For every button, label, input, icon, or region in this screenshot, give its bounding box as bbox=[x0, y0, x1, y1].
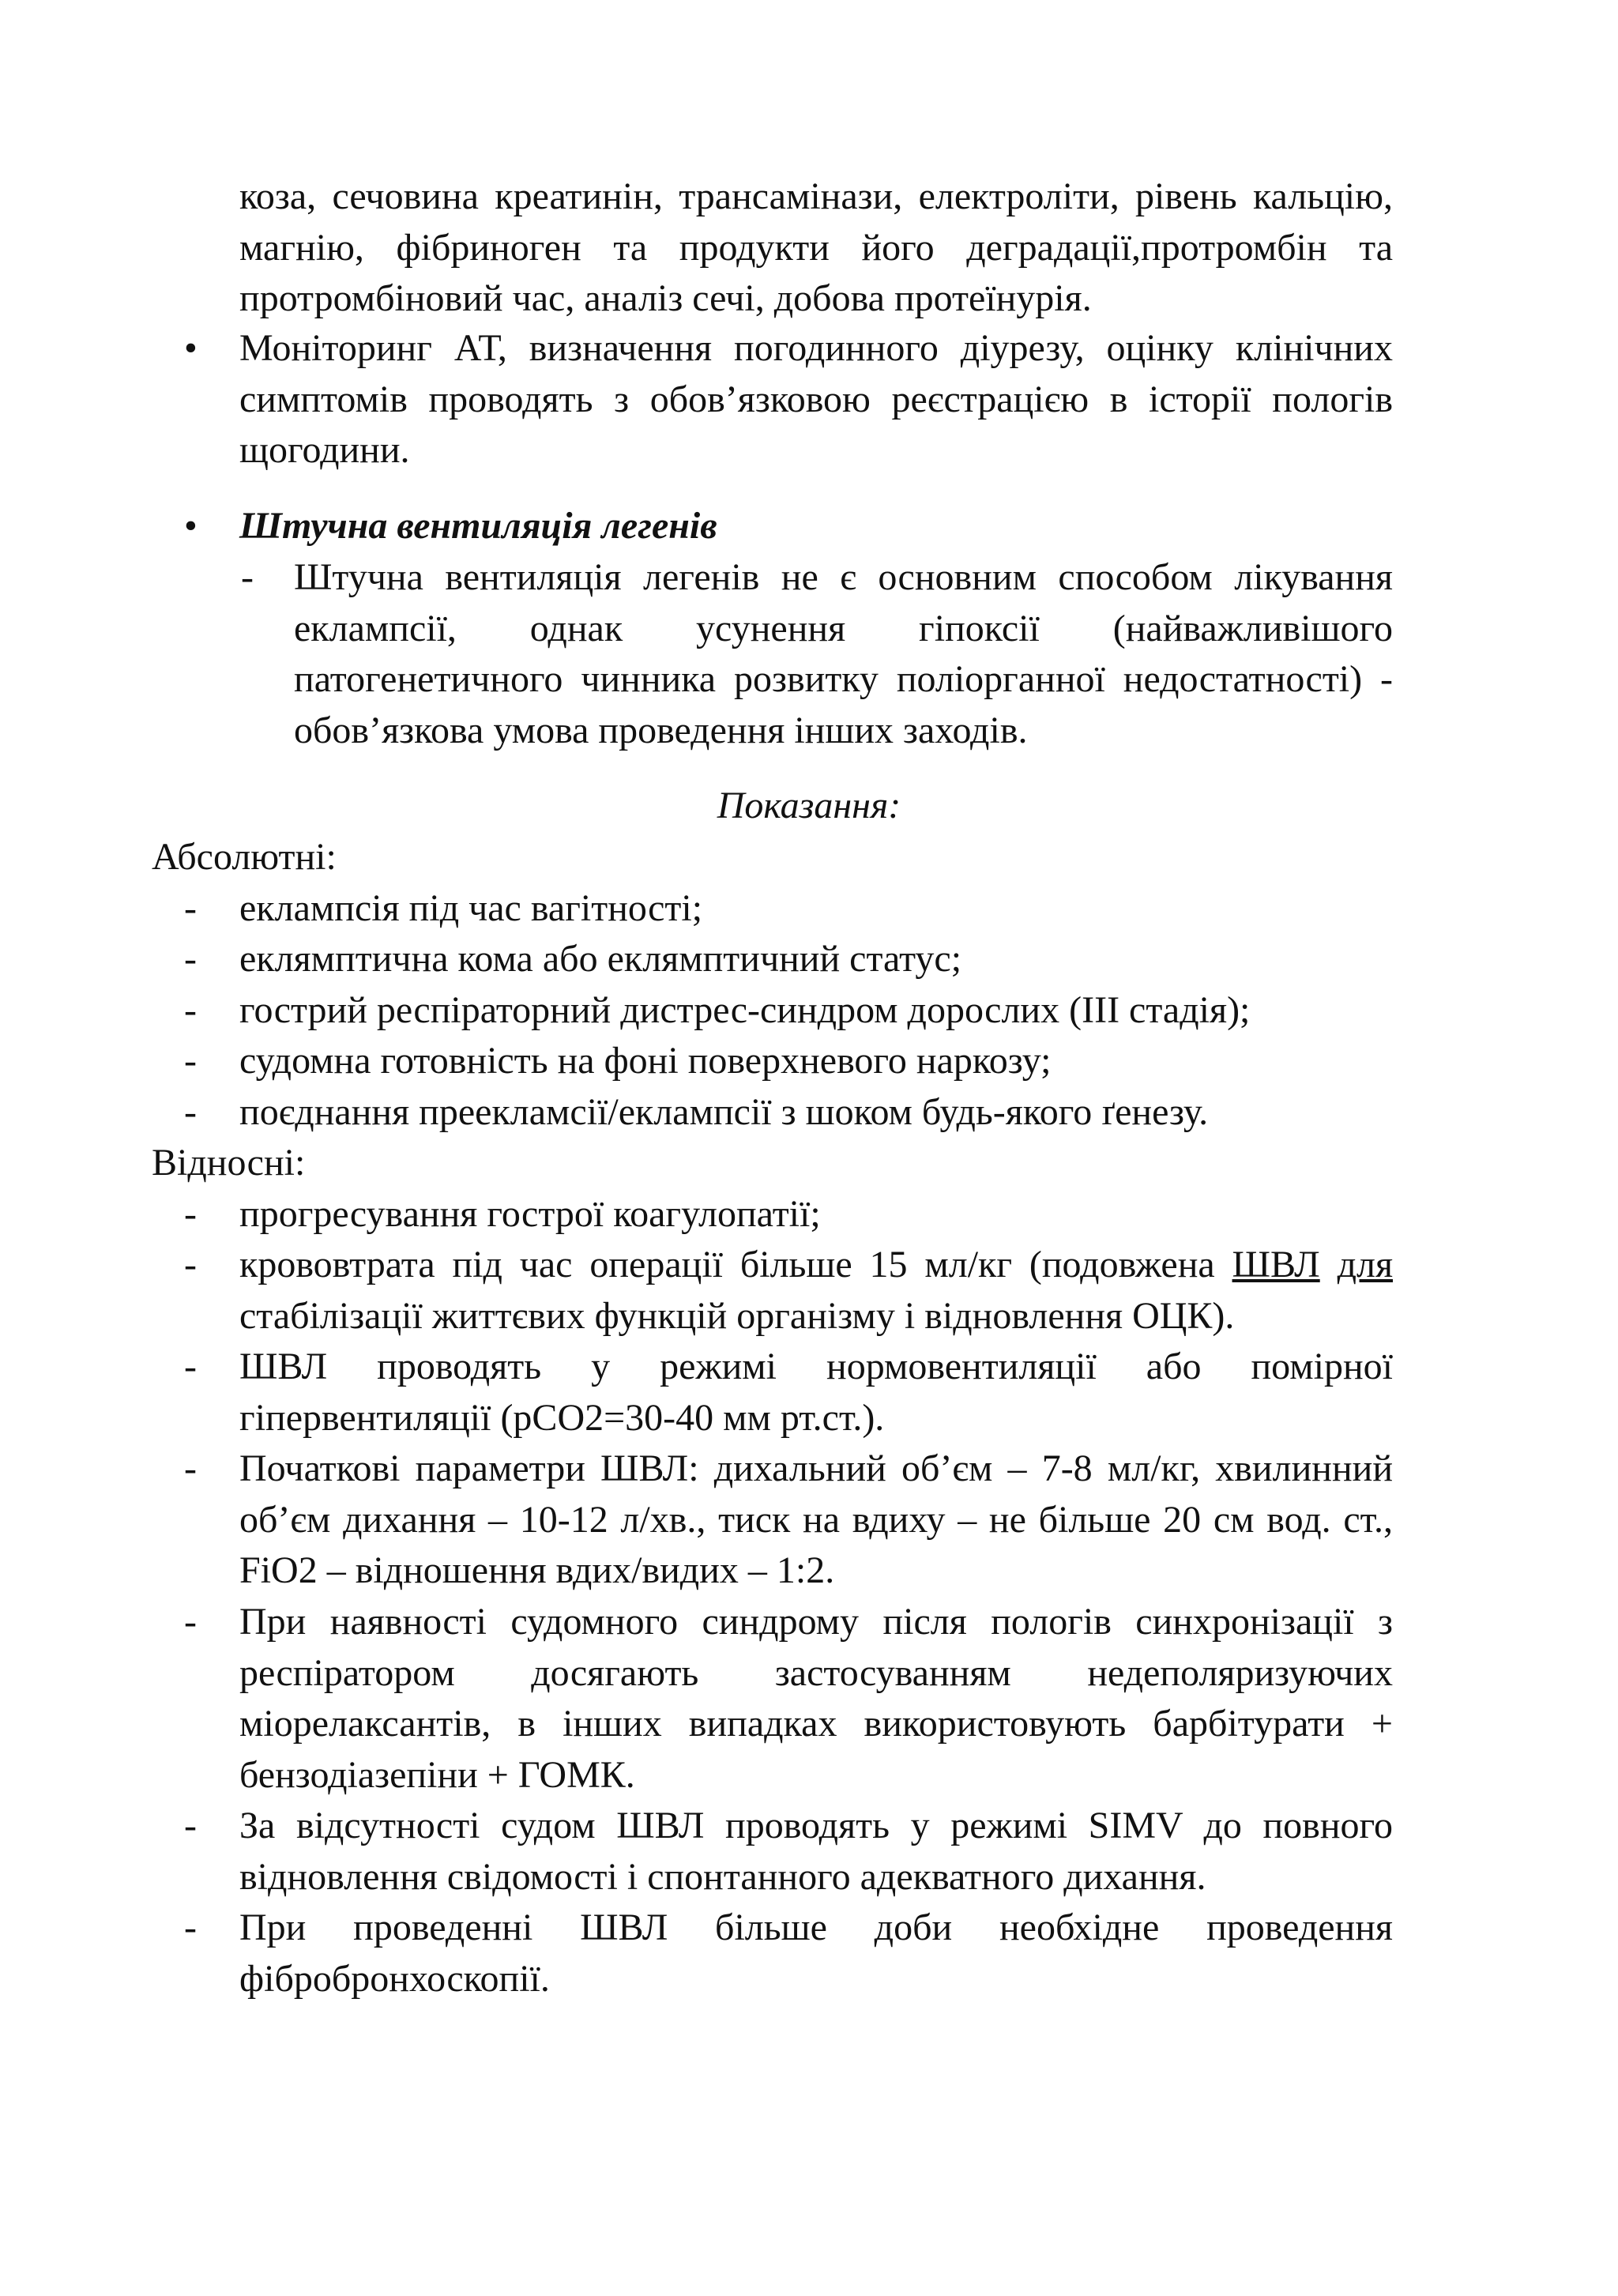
list-item: Початкові параметри ШВЛ: дихальний об’єм – 7-8 мл/кг, хвилинний об’єм дихання – 10-12 л/хв., тиск на вдиху – не більше 20 см вод. ст., FiO2 – відношення вдих/видих – 1:2. bbox=[239, 1447, 1393, 1591]
dash-mark: - bbox=[184, 989, 197, 1031]
dash-mark: - bbox=[184, 1040, 197, 1082]
bullet-text: Моніторинг АТ, визначення погодинного діурезу, оцінку клінічних симптомів проводять з обов’язковою реєстрацією в історії пологів щогодини. bbox=[239, 327, 1393, 471]
dash-mark: - bbox=[184, 1244, 197, 1285]
intro-paragraph bbox=[239, 171, 1393, 325]
indications-heading: Показання: bbox=[717, 785, 901, 826]
dash-mark: - bbox=[184, 1091, 197, 1133]
dash-mark: - bbox=[184, 1193, 197, 1235]
intro-text: коза, сечовина креатинін, трансамінази, електроліти, рівень кальцію, магнію, фібриноген та продукти його деградації,протромбін та протромбіновий час, аналіз сечі, добова протеїнурія. bbox=[239, 175, 1393, 319]
dash-mark: - bbox=[184, 1346, 197, 1387]
list-item-blood-loss bbox=[239, 1240, 1393, 1342]
absolute-label: Абсолютні: bbox=[152, 836, 337, 878]
dash-mark: - bbox=[184, 1906, 197, 1948]
item-text: крововтрата під час операції більше 15 мл/кг (подовжена bbox=[239, 1244, 1232, 1285]
dash-mark: - bbox=[184, 1805, 197, 1846]
ventilation-description: Штучна вентиляція легенів не є основним способом лікування еклампсії, однак усунення гіпоксії (найважливішого патогенетичного чинника розвитку поліорганної недостатності) - обов’язкова умова проведення інших заходів. bbox=[294, 556, 1393, 751]
list-item: ШВЛ проводять у режимі нормовентиляції або помірної гіпервентиляції (рСО2=30-40 мм рт.ст.). bbox=[239, 1346, 1393, 1439]
list-item: При наявності судомного синдрому після пологів синхронізації з респіратором досягають застосуванням недеполяризуючих міорелаксантів, в інших випадках використовують барбітурати + бензодіазепіни + ГОМК. bbox=[239, 1601, 1393, 1796]
list-item: поєднання преекламсії/еклампсії з шоком будь-якого ґенезу. bbox=[239, 1091, 1209, 1133]
list-item: судомна готовність на фоні поверхневого наркозу; bbox=[239, 1040, 1052, 1082]
dash-mark: - bbox=[184, 938, 197, 980]
dash-mark: - bbox=[241, 556, 254, 598]
section-heading-ventilation: Штучна вентиляція легенів bbox=[239, 505, 717, 547]
bullet-mark: • bbox=[184, 505, 198, 547]
list-item: еклампсія під час вагітності; bbox=[239, 887, 703, 929]
list-item: При проведенні ШВЛ більше доби необхідне проведення фібробронхоскопії. bbox=[239, 1906, 1393, 2000]
bullet-mark: • bbox=[184, 327, 198, 369]
underlined-text: для bbox=[1337, 1244, 1394, 1285]
underlined-text: ШВЛ bbox=[1232, 1244, 1320, 1285]
dash-mark: - bbox=[184, 1601, 197, 1643]
list-item: гострий респіраторний дистрес-синдром дорослих (III стадія); bbox=[239, 989, 1251, 1031]
list-item: прогресування гострої коагулопатії; bbox=[239, 1193, 821, 1235]
item-text: стабілізації життєвих функцій організму і відновлення ОЦК). bbox=[239, 1294, 1235, 1337]
list-item: еклямптична кома або еклямптичний статус; bbox=[239, 938, 962, 980]
list-item: За відсутності судом ШВЛ проводять у режимі SIMV до повного відновлення свідомості і спонтанного адекватного дихання. bbox=[239, 1805, 1393, 1898]
dash-mark: - bbox=[184, 887, 197, 929]
dash-mark: - bbox=[184, 1447, 197, 1489]
relative-label: Відносні: bbox=[152, 1142, 306, 1184]
